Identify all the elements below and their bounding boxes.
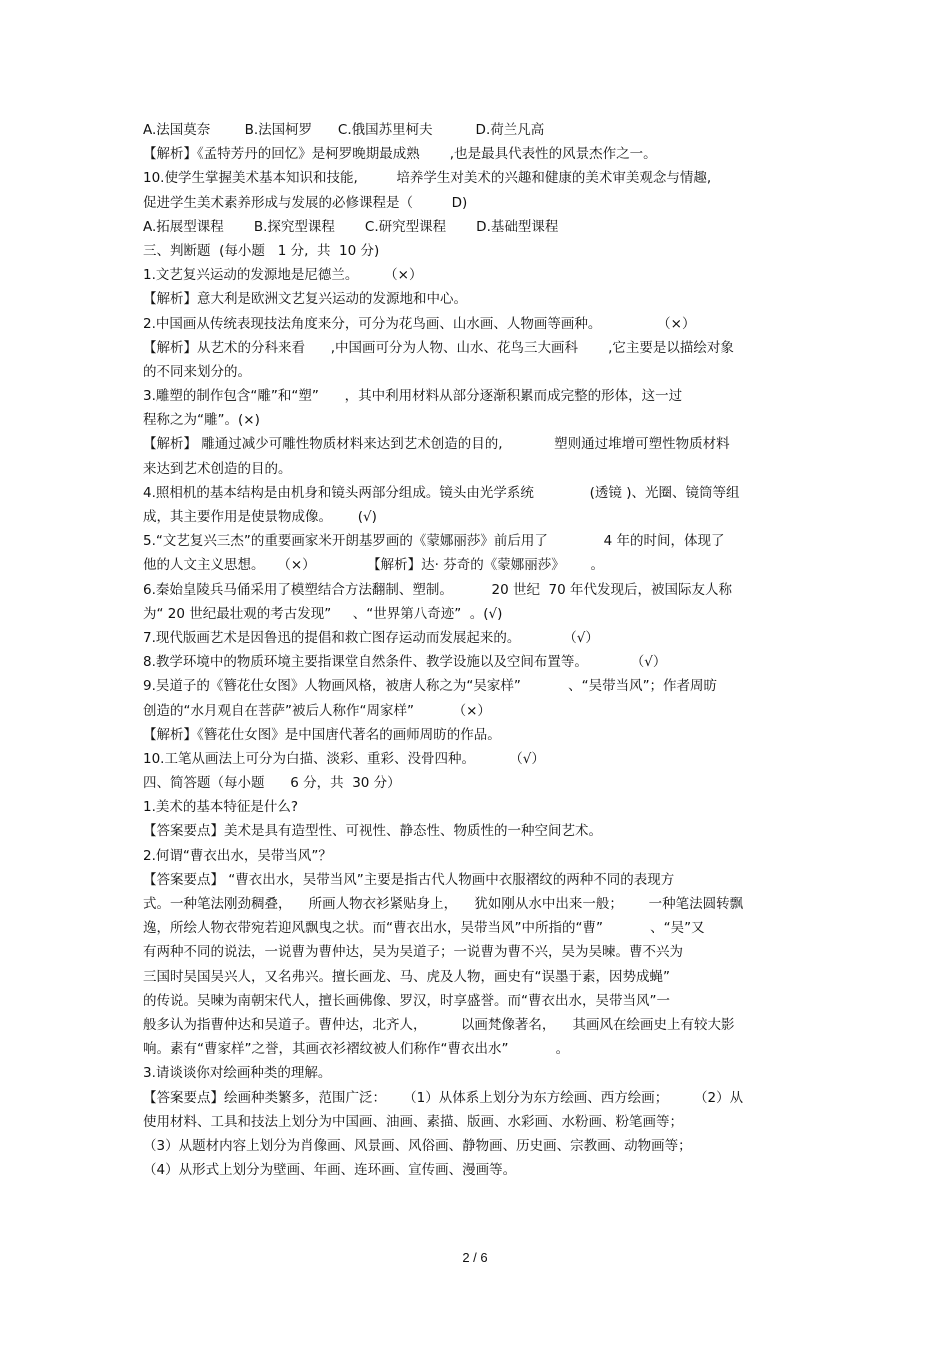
text-line: 2.中国画从传统表现技法角度来分，可分为花鸟画、山水画、人物画等画种。 （×） bbox=[143, 315, 696, 332]
text-line: 【解析】《孟特芳丹的回忆》是柯罗晚期最成熟 ,也是最具代表性的风景杰作之一。 bbox=[143, 146, 657, 163]
text-line: 创造的“水月观自在菩萨”被后人称作“周家样” （×） bbox=[143, 702, 491, 719]
text-line: 式。一种笔法刚劲稠叠， 所画人物衣衫紧贴身上， 犹如刚从水中出来一般； 一种笔法圆转飘 bbox=[143, 896, 744, 912]
text-line: 【答案要点】绘画种类繁多，范围广泛： （1）从体系上划分为东方绘画、西方绘画； （2）从 bbox=[143, 1089, 744, 1106]
text-line: 有两种不同的说法，一说曹为曹仲达，吴为吴道子；一说曹为曹不兴，吴为吴暕。曹不兴为 bbox=[143, 944, 683, 961]
text-line: 般多认为指曹仲达和吴道子。曹仲达，北齐人， 以画梵像著名， 其画风在绘画史上有较大影 bbox=[143, 1016, 735, 1033]
text-line: 逸，所绘人物衣带宛若迎风飘曳之状。而“曹衣出水，吴带当风”中所指的“曹” 、“吴”又 bbox=[143, 920, 705, 937]
text-line: 为“ 20 世纪最壮观的考古发现” 、“世界第八奇迹” 。(√) bbox=[143, 605, 503, 622]
text-line: 10.使学生掌握美术基本知识和技能, 培养学生对美术的兴趣和健康的美术审美观念与情趣, bbox=[143, 170, 712, 187]
text-line: 【解析】意大利是欧洲文艺复兴运动的发源地和中心。 bbox=[143, 291, 467, 308]
text-line: 3.请谈谈你对绘画种类的理解。 bbox=[143, 1065, 332, 1082]
text-line: 【答案要点】 “曹衣出水，吴带当风”主要是指古代人物画中衣服褶纹的两种不同的表现方 bbox=[143, 871, 675, 888]
text-line: 来达到艺术创造的目的。 bbox=[143, 460, 292, 477]
text-line: （3）从题材内容上划分为肖像画、风景画、风俗画、静物画、历史画、宗教画、动物画等； bbox=[143, 1137, 692, 1154]
text-line: 三、判断题 (每小题 1 分, 共 10 分) bbox=[143, 242, 380, 259]
text-line: 四、简答题（每小题 6 分，共 30 分） bbox=[143, 775, 401, 792]
text-line: 他的人文主义思想。 （×） 【解析】达· 芬奇的《蒙娜丽莎》 。 bbox=[143, 557, 605, 574]
text-line: 3.雕塑的制作包含“雕”和“塑” ，其中利用材料从部分逐渐积累而成完整的形体，这一过 bbox=[143, 388, 683, 405]
text-line: 【解析】 雕通过减少可雕性物质材料来达到艺术创造的目的, 塑则通过堆增可塑性物质材料 bbox=[143, 436, 730, 453]
text-line: 三国时吴国吴兴人，又名弗兴。擅长画龙、马、虎及人物，画史有“误墨于素，因势成蝇” bbox=[143, 968, 670, 985]
page-number: 2 / 6 bbox=[462, 1250, 488, 1265]
text-line: 的传说。吴暕为南朝宋代人，擅长画佛像、罗汉，时享盛誉。而“曹衣出水，吴带当风”一 bbox=[143, 992, 670, 1009]
text-line: 6.秦始皇陵兵马俑采用了模塑结合方法翻制、塑制。 20 世纪 70 年代发现后，被国际友人称 bbox=[143, 581, 733, 598]
text-line: 10.工笔从画法上可分为白描、淡彩、重彩、没骨四种。 （√） bbox=[143, 750, 545, 767]
text-line: 成，其主要作用是使景物成像。 (√) bbox=[143, 509, 377, 525]
text-line: 7.现代版画艺术是因鲁迅的提倡和救亡图存运动而发展起来的。 （√） bbox=[143, 629, 599, 646]
text-line: 8.教学环境中的物质环境主要指课堂自然条件、教学设施以及空间布置等。 （√） bbox=[143, 654, 667, 671]
text-line: 【解析】从艺术的分科来看 ,中国画可分为人物、山水、花鸟三大画科 ,它主要是以描绘对象 bbox=[143, 339, 734, 356]
text-line: 促进学生美术素养形成与发展的必修课程是（ D) bbox=[143, 194, 468, 211]
text-line: 4.照相机的基本结构是由机身和镜头两部分组成。镜头由光学系统 (透镜 )、光圈、镜筒等组 bbox=[143, 484, 740, 501]
text-line: 【答案要点】美术是具有造型性、可视性、静态性、物质性的一种空间艺术。 bbox=[143, 823, 602, 840]
text-line: 使用材料、工具和技法上划分为中国画、油画、素描、版画、水彩画、水粉画、粉笔画等； bbox=[143, 1113, 683, 1130]
text-line: 的不同来划分的。 bbox=[143, 363, 251, 380]
text-line: 1.美术的基本特征是什么? bbox=[143, 799, 299, 816]
text-line: 1.文艺复兴运动的发源地是尼德兰。 （×） bbox=[143, 267, 423, 284]
text-line: 【解析】《簪花仕女图》是中国唐代著名的画师周昉的作品。 bbox=[143, 726, 501, 743]
text-line: 9.吴道子的《簪花仕女图》人物画风格，被唐人称之为“吴家样” 、“吴带当风”；作者周昉 bbox=[143, 678, 718, 695]
text-line: 5.“文艺复兴三杰”的重要画家米开朗基罗画的《蒙娜丽莎》前后用了 4 年的时间，体现了 bbox=[143, 533, 725, 550]
text-line: 2.何谓“曹衣出水，吴带当风”？ bbox=[143, 847, 332, 864]
text-line: A.法国莫奈 B.法国柯罗 C.俄国苏里柯夫 D.荷兰凡高 bbox=[143, 122, 545, 138]
text-line: （4）从形式上划分为壁画、年画、连环画、宣传画、漫画等。 bbox=[143, 1162, 517, 1179]
document-body bbox=[143, 118, 813, 1182]
text-line: 响。素有“曹家样”之誉，其画衣衫褶纹被人们称作“曹衣出水” 。 bbox=[143, 1041, 570, 1058]
text-line: A.拓展型课程 B.探究型课程 C.研究型课程 D.基础型课程 bbox=[143, 218, 559, 235]
text-line: 程称之为“雕”。(×) bbox=[143, 412, 260, 429]
